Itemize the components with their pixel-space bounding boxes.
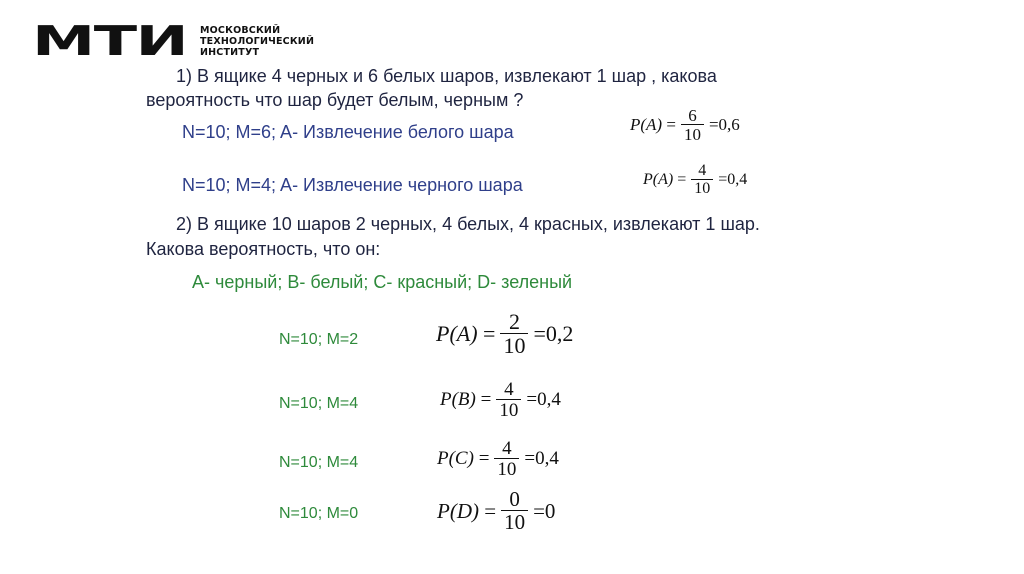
- formula-result: 0,4: [535, 448, 559, 469]
- formula-lhs: P(C): [437, 448, 474, 469]
- fraction-denominator: 10: [494, 458, 519, 479]
- logo-line: МОСКОВСКИЙ: [200, 25, 281, 36]
- fraction-denominator: 10: [681, 124, 704, 143]
- formula-black-ball: P(A) = $\frac{4}{10}$ = 0,4: [643, 162, 748, 197]
- fraction-denominator: 10: [501, 510, 528, 533]
- problem1-case-white: N=10; M=6; A- Извлечение белого шара: [182, 122, 514, 142]
- fraction-numerator: 6: [688, 106, 697, 125]
- formula-result: 0: [544, 498, 556, 523]
- formula-green-ball: P(D) = $\frac{0}{10}$ = 0: [437, 487, 556, 534]
- fraction-numerator: 4: [504, 379, 514, 400]
- fraction: [494, 439, 519, 479]
- fraction-denominator: 10: [691, 179, 713, 197]
- problem1-case-black: N=10; M=4; A- Извлечение черного шара: [182, 175, 523, 195]
- formula-lhs: P(D): [437, 498, 479, 523]
- fraction-numerator: 2: [508, 309, 520, 334]
- fraction-denominator: 10: [500, 333, 528, 357]
- fraction-numerator: 4: [502, 438, 512, 459]
- fraction: [501, 489, 528, 533]
- formula-white-ball-2: P(B) = $\frac{4}{10}$ = 0,4: [440, 379, 561, 421]
- logo-mark: МТИ: [32, 17, 188, 65]
- formula-lhs: P(A): [630, 115, 663, 134]
- problem2-events: A- черный; B- белый; C- красный; D- зеленый: [192, 272, 573, 292]
- fraction-numerator: 4: [698, 162, 707, 179]
- row-d-nm: N=10; M=0: [279, 505, 359, 522]
- formula-result: 0,6: [718, 115, 740, 134]
- row-c-nm: N=10; M=4: [279, 454, 359, 471]
- row-a-nm: N=10; M=2: [279, 331, 359, 348]
- formula-lhs: P(B): [440, 389, 476, 410]
- row-b-nm: N=10; M=4: [279, 395, 359, 412]
- logo: [32, 17, 315, 65]
- fraction: [691, 163, 713, 197]
- formula-result: 0,4: [727, 171, 748, 188]
- problem1-text-line1: 1) В ящике 4 черных и 6 белых шаров, извлекают 1 шар , какова: [176, 66, 717, 86]
- formula-lhs: P(A): [643, 171, 674, 188]
- fraction: [496, 380, 521, 420]
- formula-lhs: P(A): [436, 321, 478, 346]
- formula-black-ball-2: P(A) = $\frac{2}{10}$ = 0,2: [436, 309, 574, 358]
- formula-result: 0,2: [545, 321, 574, 346]
- fraction: [681, 107, 704, 143]
- formula-result: 0,4: [537, 389, 561, 410]
- logo-line: ИНСТИТУТ: [200, 47, 260, 58]
- formula-white-ball: P(A) = $\frac{6}{10}$ = 0,6: [630, 106, 740, 144]
- problem1-text-line2: вероятность что шар будет белым, черным ?: [146, 90, 524, 110]
- formula-red-ball: P(C) = $\frac{4}{10}$ = 0,4: [437, 438, 559, 480]
- problem2-text-line2: Какова вероятность, что он:: [146, 239, 381, 259]
- problem2-text-line1: 2) В ящике 10 шаров 2 черных, 4 белых, 4 красных, извлекают 1 шар.: [176, 214, 760, 234]
- logo-line: ТЕХНОЛОГИЧЕСКИЙ: [200, 36, 315, 47]
- fraction-numerator: 0: [509, 487, 520, 511]
- fraction: [500, 311, 528, 357]
- fraction-denominator: 10: [496, 399, 521, 420]
